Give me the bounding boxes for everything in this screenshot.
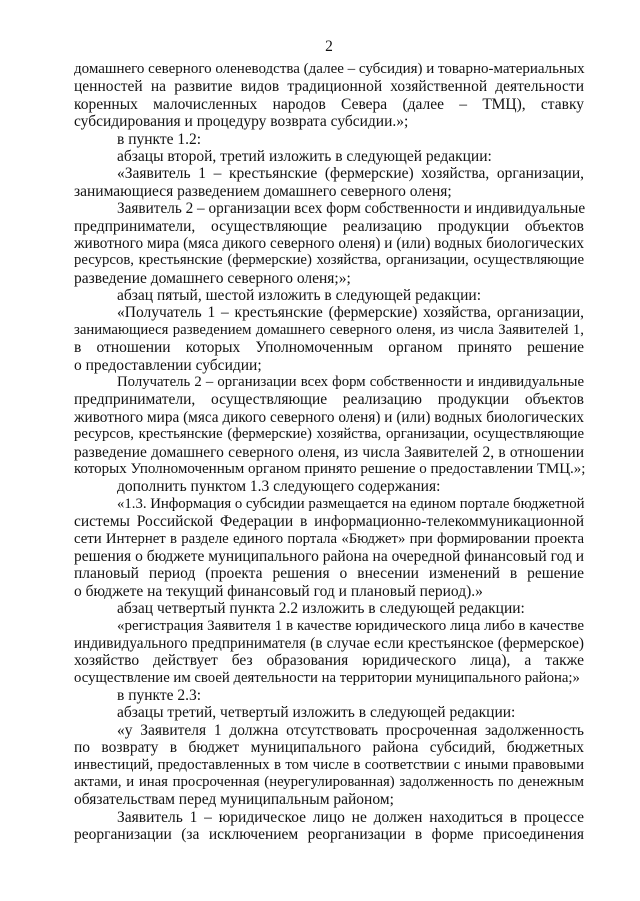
text-line: решения о бюджете муниципального района на очередной финансовый год и <box>74 547 584 565</box>
text-line: ценностей на развитие видов традиционной хозяйственной деятельности <box>74 78 584 96</box>
text-line: Заявитель 2 – организации всех форм собственности и индивидуальные <box>117 200 586 218</box>
text-line: предприниматели, осуществляющие реализацию продукции объектов <box>74 391 584 409</box>
text-line: актами, и иная просроченная (неурегулированная) задолженность по денежным <box>74 774 584 791</box>
text-line: разведение домашнего северного оленя;»; <box>74 269 351 287</box>
text-line: занимающиеся разведением домашнего северного оленя; <box>74 182 452 200</box>
text-line: в пункте 1.2: <box>117 130 202 148</box>
text-line: ресурсов, крестьянские (фермерские) хозяйства, организации, осуществляющие <box>74 426 584 443</box>
text-line: Получатель 2 – организации всех форм собственности и индивидуальные <box>117 374 584 391</box>
text-line: «1.3. Информация о субсидии размещается на едином портале бюджетной <box>117 495 585 512</box>
text-line: животного мира (мяса дикого северного оленя) и (или) водных биологических <box>74 234 584 252</box>
text-line: ресурсов, крестьянские (фермерские) хозяйства, организации, осуществляющие <box>74 252 584 269</box>
text-line: абзац четвертый пункта 2.2 изложить в следующей редакции: <box>117 600 525 618</box>
text-line: субсидирования и процедуру возврата субсидии.»; <box>74 113 409 131</box>
text-line: сети Интернет в разделе единого портала «Бюджет» при формировании проекта <box>74 530 584 547</box>
text-line: разведение домашнего северного оленя, из числа Заявителей 2, в отношении <box>74 443 584 461</box>
text-line: обязательствам перед муниципальным районом; <box>74 791 394 809</box>
text-line: по возврату в бюджет муниципального района субсидий, бюджетных <box>74 739 584 757</box>
text-line: индивидуального предпринимателя (в случае если крестьянское (фермерское) <box>74 634 584 652</box>
text-line: животного мира (мяса дикого северного оленя) и (или) водных биологических <box>74 408 584 426</box>
text-line: абзацы второй, третий изложить в следующей редакции: <box>117 147 492 165</box>
text-line: реорганизации (за исключением реорганизации в форме присоединения <box>74 826 584 844</box>
text-line: «Получатель 1 – крестьянские (фермерские) хозяйства, организации, <box>117 304 584 322</box>
text-line: абзацы третий, четвертый изложить в следующей редакции: <box>117 704 516 722</box>
text-line: «регистрация Заявителя 1 в качестве юридического лица либо в качестве <box>117 617 584 634</box>
text-line: дополнить пунктом 1.3 следующего содержания: <box>117 478 441 496</box>
text-line: которых Уполномоченным органом принято решение о предоставлении ТМЦ.»; <box>74 460 586 477</box>
text-line: хозяйство действует без образования юридического лица), а также <box>74 652 584 670</box>
text-line: коренных малочисленных народов Севера (далее – ТМЦ), ставку <box>74 95 584 113</box>
text-line: о предоставлении субсидии; <box>74 356 262 374</box>
page-number: 2 <box>325 38 333 55</box>
text-line: занимающиеся разведением домашнего северного оленя, из числа Заявителей 1, <box>74 321 584 338</box>
text-line: предприниматели, осуществляющие реализацию продукции объектов <box>74 217 584 235</box>
text-line: абзац пятый, шестой изложить в следующей редакции: <box>117 287 482 305</box>
text-line: в отношении которых Уполномоченным органом принято решение <box>74 339 584 357</box>
text-line: в пункте 2.3: <box>117 687 202 705</box>
text-line: домашнего северного оленеводства (далее – субсидия) и товарно-материальных <box>74 61 585 77</box>
text-line: о бюджете на текущий финансовый год и плановый период).» <box>74 582 483 600</box>
text-line: «Заявитель 1 – крестьянские (фермерские) хозяйства, организации, <box>117 165 584 183</box>
text-line: Заявитель 1 – юридическое лицо не должен находиться в процессе <box>117 808 584 826</box>
text-line: плановый период (проекта решения о внесении изменений в решение <box>74 565 584 583</box>
text-line: инвестиций, предоставленных в том числе в соответствии с иными правовыми <box>74 756 584 773</box>
text-line: «у Заявителя 1 должна отсутствовать просроченная задолженность <box>117 721 584 739</box>
document-body <box>74 61 584 844</box>
text-line: системы Российской Федерации в информационно-телекоммуникационной <box>74 513 584 531</box>
text-line: осуществление им своей деятельности на территории муниципального района;» <box>74 669 580 686</box>
